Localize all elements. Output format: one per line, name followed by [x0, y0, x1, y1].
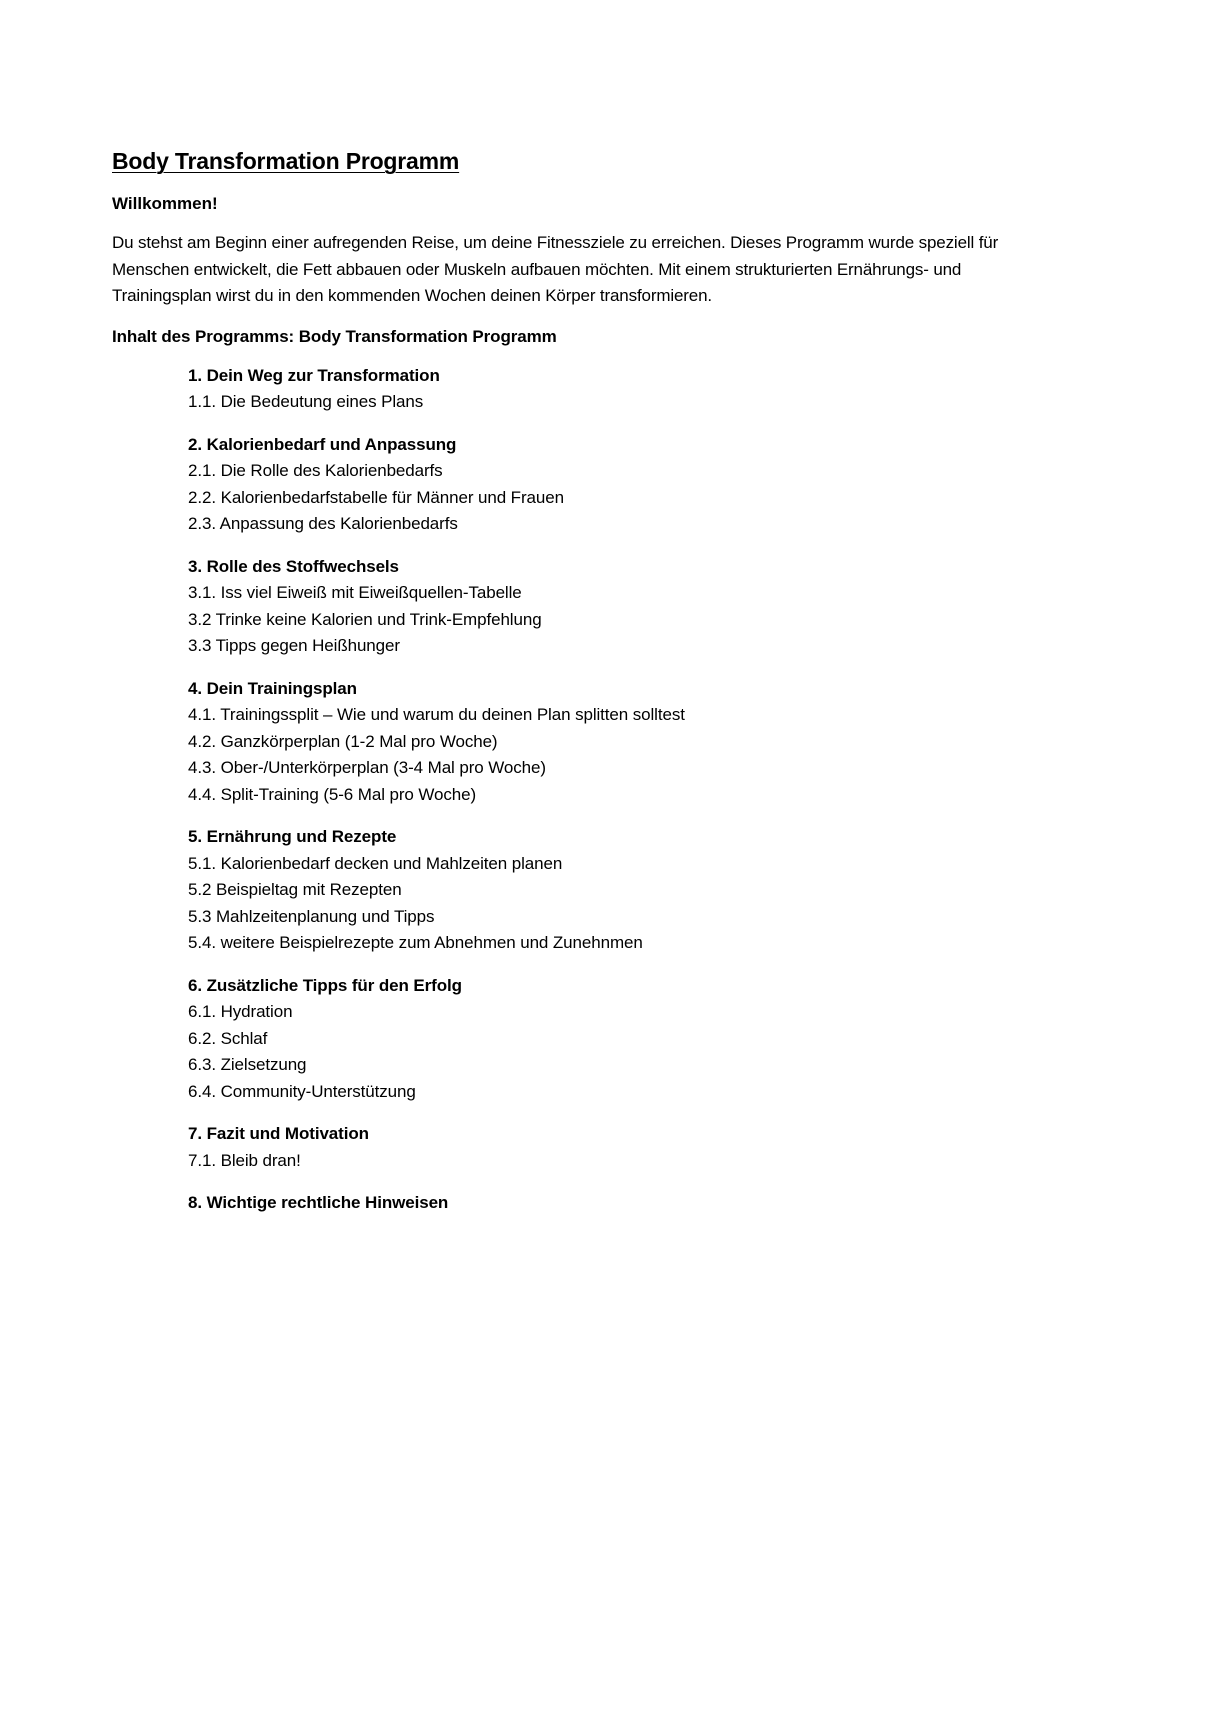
toc-item: 4.3. Ober-/Unterkörperplan (3-4 Mal pro Woche) [188, 758, 546, 777]
intro-line: Du stehst am Beginn einer aufregenden Reise, um deine Fitnessziele zu erreichen. Dieses Programm wurde speziell für [112, 233, 999, 252]
toc-item: 2.1. Die Rolle des Kalorienbedarfs [188, 461, 443, 480]
toc-section-title: 3. Rolle des Stoffwechsels [188, 556, 399, 576]
toc-item: 2.3. Anpassung des Kalorienbedarfs [188, 514, 458, 533]
toc-item: 6.4. Community-Unterstützung [188, 1081, 416, 1101]
toc-section-title: 6. Zusätzliche Tipps für den Erfolg [188, 975, 462, 995]
toc-section-title: 5. Ernährung und Rezepte [188, 827, 397, 846]
toc-item: 5.3 Mahlzeitenplanung und Tipps [188, 906, 435, 926]
toc-item: 3.2 Trinke keine Kalorien und Trink-Empfehlung [188, 609, 542, 629]
toc-section-6 [188, 973, 1112, 1106]
toc-item: 6.2. Schlaf [188, 1028, 268, 1048]
toc-item: 4.1. Trainingssplit – Wie und warum du deinen Plan splitten solltest [188, 705, 685, 724]
toc-item: 6.1. Hydration [188, 1002, 293, 1021]
toc-section-5 [188, 824, 1112, 957]
toc-item: 1.1. Die Bedeutung eines Plans [188, 392, 424, 411]
welcome-heading: Willkommen! [112, 194, 218, 213]
toc-section-title: 8. Wichtige rechtliche Hinweisen [188, 1193, 449, 1212]
toc-item: 5.1. Kalorienbedarf decken und Mahlzeiten planen [188, 853, 563, 873]
toc-section-1 [188, 363, 1112, 416]
toc-section-2 [188, 432, 1112, 538]
toc-heading: Inhalt des Programms: Body Transformation Programm [112, 326, 557, 346]
intro-line: Menschen entwickelt, die Fett abbauen oder Muskeln aufbauen möchten. Mit einem strukturierten Ernährungs- und [112, 259, 962, 279]
toc-section-title: 7. Fazit und Motivation [188, 1124, 369, 1143]
toc-item: 4.4. Split-Training (5-6 Mal pro Woche) [188, 784, 477, 804]
toc-section-title: 4. Dein Trainingsplan [188, 678, 357, 698]
intro-line: Trainingsplan wirst du in den kommenden Wochen deinen Körper transformieren. [112, 286, 712, 305]
toc-item: 7.1. Bleib dran! [188, 1150, 301, 1170]
toc-item: 2.2. Kalorienbedarfstabelle für Männer und Frauen [188, 487, 564, 507]
document-title: Body Transformation Programm [112, 148, 460, 174]
toc-section-3 [188, 554, 1112, 660]
toc-section-title: 2. Kalorienbedarf und Anpassung [188, 434, 457, 454]
toc-section-title: 1. Dein Weg zur Transformation [188, 365, 440, 385]
toc-item: 4.2. Ganzkörperplan (1-2 Mal pro Woche) [188, 731, 498, 751]
toc-item: 5.2 Beispieltag mit Rezepten [188, 880, 402, 899]
toc-item: 3.1. Iss viel Eiweiß mit Eiweißquellen-Tabelle [188, 583, 522, 602]
toc-section-4 [188, 676, 1112, 809]
toc-item: 3.3 Tipps gegen Heißhunger [188, 636, 400, 655]
document-page [112, 148, 1112, 1233]
intro-paragraph [112, 230, 1112, 310]
toc-section-7 [188, 1121, 1112, 1174]
toc-item: 5.4. weitere Beispielrezepte zum Abnehmen und Zunehnmen [188, 933, 643, 952]
table-of-contents [188, 363, 1112, 1217]
toc-item: 6.3. Zielsetzung [188, 1055, 307, 1074]
toc-section-8 [188, 1190, 1112, 1217]
